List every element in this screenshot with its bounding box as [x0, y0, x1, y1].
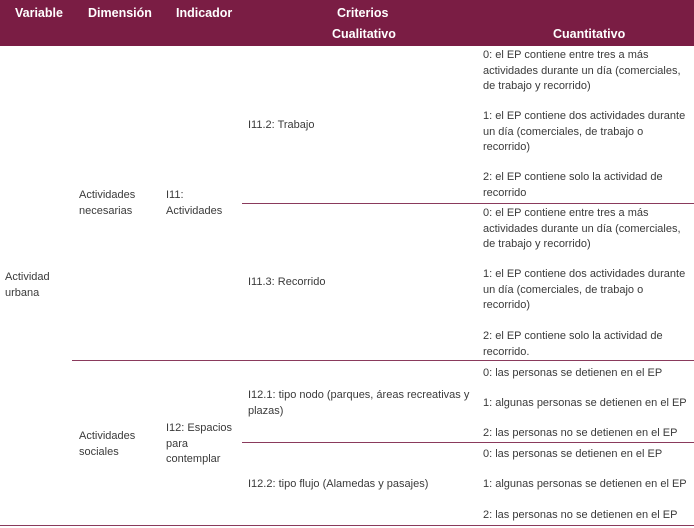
criterion-i12-1-2: 2: las personas no se detienen en el EP	[483, 427, 678, 439]
criterion-i11-3-2: 2: el EP contiene solo la actividad de recorrido.	[483, 330, 663, 358]
criterion-i11-2-1: 1: el EP contiene dos actividades durante un día (comerciales, de trabajo o recorrido)	[483, 110, 686, 153]
sub-indicator-i12-1: I12.1: tipo nodo (parques, áreas recreativas y plazas)	[248, 389, 470, 417]
criterion-i11-3-1: 1: el EP contiene dos actividades durante un día (comerciales, de trabajo o recorrido)	[483, 268, 686, 311]
header-dimension: Dimensión	[88, 6, 152, 20]
criterion-i11-2-2: 2: el EP contiene solo la actividad de recorrido	[483, 171, 663, 199]
indicator-i11: I11: Actividades	[166, 189, 223, 217]
row-divider	[242, 203, 694, 204]
sub-indicator-i11-3: I11.3: Recorrido	[248, 276, 326, 288]
header-quantitative: Cuantitativo	[553, 27, 626, 41]
header-qualitative: Cualitativo	[332, 27, 396, 41]
sub-indicator-i11-2: I11.2: Trabajo	[248, 119, 315, 131]
header-variable: Variable	[15, 6, 63, 20]
sub-indicator-i12-2: I12.2: tipo flujo (Alamedas y pasajes)	[248, 478, 429, 490]
table-header	[0, 0, 694, 46]
criterion-i12-1-1: 1: algunas personas se detienen en el EP	[483, 397, 687, 409]
criterion-i12-2-2: 2: las personas no se detienen en el EP	[483, 509, 678, 521]
criterion-i12-1-0: 0: las personas se detienen en el EP	[483, 367, 663, 379]
dimension-necesarias: Actividades necesarias	[79, 189, 136, 217]
variable-cell: Actividad urbana	[5, 271, 50, 299]
table-bottom-border	[0, 525, 694, 526]
criterion-i12-2-1: 1: algunas personas se detienen en el EP	[483, 478, 687, 490]
section-divider	[72, 360, 694, 361]
criterion-i11-2-0: 0: el EP contiene entre tres a más actividades durante un día (comerciales, de trabajo y recorrido)	[483, 49, 681, 92]
header-criteria: Criterios	[337, 6, 389, 20]
dimension-sociales: Actividades sociales	[79, 430, 136, 458]
criterion-i12-2-0: 0: las personas se detienen en el EP	[483, 448, 663, 460]
indicator-i12: I12: Espacios para contemplar	[166, 422, 233, 465]
row-divider	[242, 442, 694, 443]
header-indicator: Indicador	[176, 6, 233, 20]
criterion-i11-3-0: 0: el EP contiene entre tres a más actividades durante un día (comerciales, de trabajo y recorrido)	[483, 207, 681, 250]
